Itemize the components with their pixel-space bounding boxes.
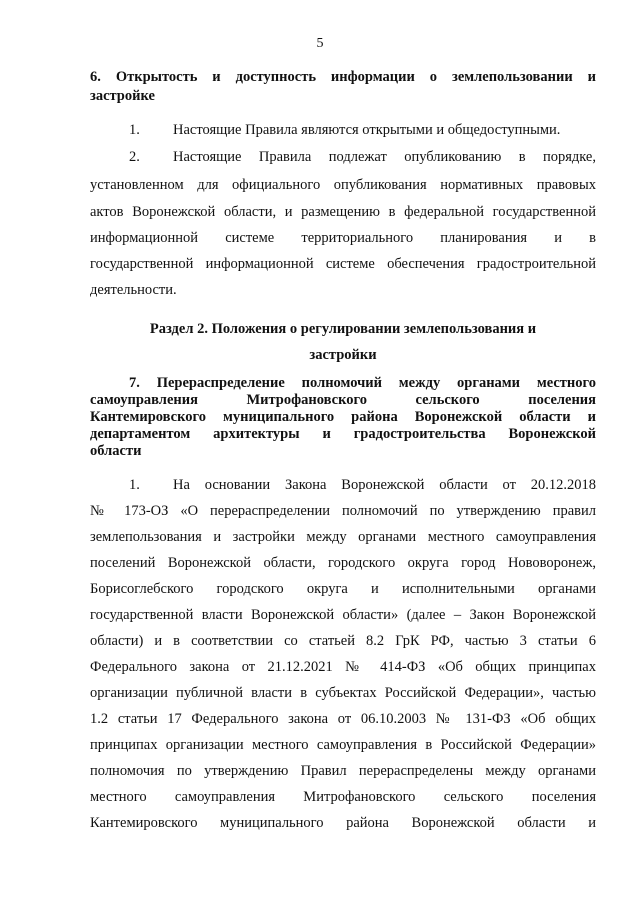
item-number: 1. [129, 122, 140, 138]
section-7-heading-line: самоуправления Митрофановского сельского поселения [90, 392, 596, 408]
section-7-item-1-line: № 173-ОЗ «О перераспределении полномочий по утверждению правил [90, 503, 596, 519]
item-number: 2. [129, 149, 140, 165]
section-7-item-1-line: землепользования и застройки между органами местного самоуправления [90, 529, 596, 545]
section-7-heading-line: департаментом архитектуры и градостроительства Воронежской [90, 426, 596, 442]
section-6-heading-line-1: 6. Открытость и доступность информации о землепользовании и [90, 69, 596, 85]
section-6-item-2-line: государственной информационной системе обеспечения градостроительной [90, 256, 596, 272]
section-7-item-1-line: поселений Воронежской области, городского округа город Нововоронеж, [90, 555, 596, 571]
part-2-title-line-2: застройки [309, 347, 377, 363]
section-6-item-1 [129, 121, 596, 139]
section-6-item-2-line: информационной системе территориального планирования и в [90, 230, 596, 246]
section-7-item-1-line: Борисоглебского городского округа и исполнительными органами [90, 581, 596, 597]
section-6-item-2-line: установленном для официального опубликования нормативных правовых [90, 177, 596, 193]
section-7-heading-line: 7. Перераспределение полномочий между органами местного [129, 375, 596, 391]
section-7-item-1-first-line [129, 476, 596, 494]
page-number: 5 [316, 36, 324, 51]
section-7-item-1-line: Кантемировского муниципального района Воронежской области и [90, 815, 596, 831]
section-7-item-1-line: местного самоуправления Митрофановского сельского поселения [90, 789, 596, 805]
section-7-item-1-line: организации публичной власти в субъектах Российской Федерации», частью [90, 685, 596, 701]
item-text: Настоящие Правила являются открытыми и общедоступными. [173, 122, 561, 138]
section-7-item-1-line: Федерального закона от 21.12.2021 № 414-ФЗ «Об общих принципах [90, 659, 596, 675]
section-7-item-1-line: принципах организации местного самоуправления в Российской Федерации» [90, 737, 596, 753]
section-6-item-2-line: деятельности. [90, 282, 177, 298]
section-6-heading-line-2: застройке [90, 88, 155, 104]
section-6-item-2-first-line [129, 148, 596, 166]
item-text: На основании Закона Воронежской области от 20.12.2018 [173, 477, 596, 493]
section-7-heading-line: области [90, 443, 142, 459]
section-7-item-1-line: 1.2 статьи 17 Федерального закона от 06.10.2003 № 131-ФЗ «Об общих [90, 711, 596, 727]
item-text: Настоящие Правила подлежат опубликованию в порядке, [173, 149, 596, 165]
section-7-heading-line: Кантемировского муниципального района Воронежской области и [90, 409, 596, 425]
part-2-title-line-1: Раздел 2. Положения о регулировании землепользования и [149, 321, 537, 337]
section-7-item-1-line: государственной власти Воронежской области» (далее – Закон Воронежской [90, 607, 596, 623]
section-7-item-1-line: области) и в соответствии со статьей 8.2 ГрК РФ, частью 3 статьи 6 [90, 633, 596, 649]
section-6-item-2-line: актов Воронежской области, и размещению в федеральной государственной [90, 204, 596, 220]
section-7-item-1-line: полномочия по утверждению Правил перераспределены между органами [90, 763, 596, 779]
item-number: 1. [129, 477, 140, 493]
